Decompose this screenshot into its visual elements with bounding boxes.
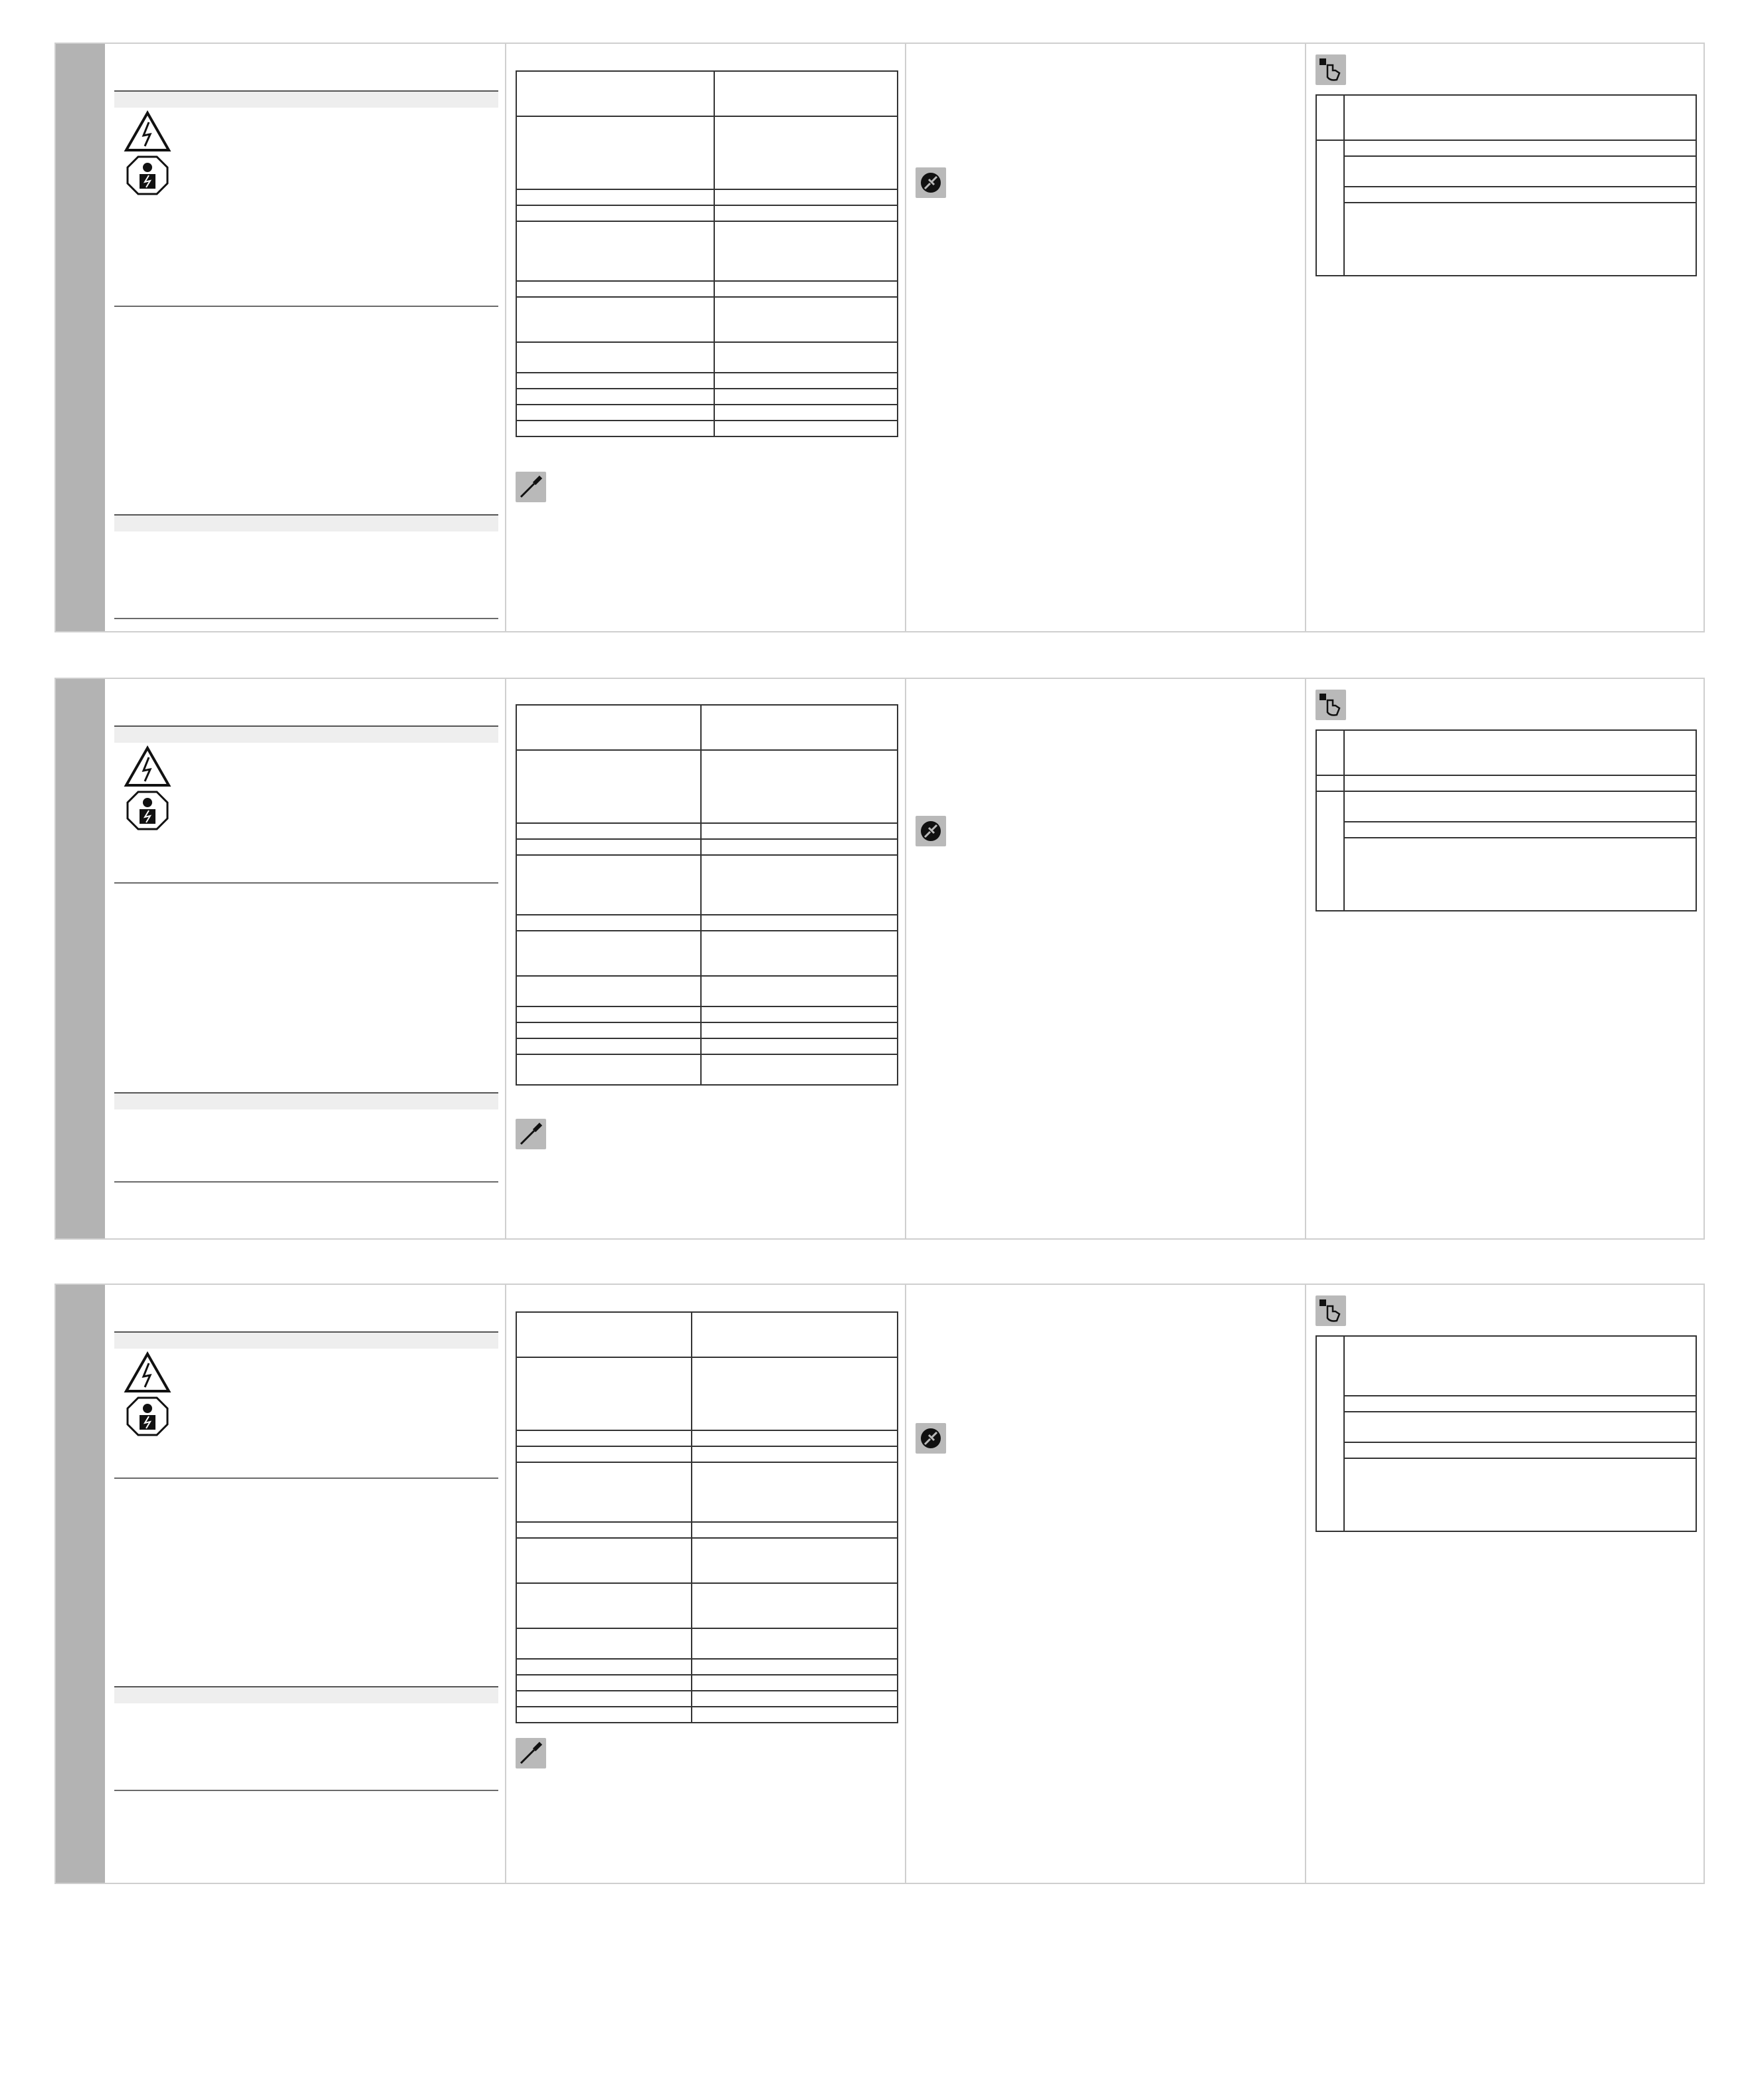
section-header-band bbox=[114, 92, 498, 108]
hand-pointer-icon bbox=[1315, 54, 1346, 85]
column-1 bbox=[105, 679, 505, 1238]
section-rule bbox=[114, 618, 498, 619]
column-1 bbox=[105, 1285, 505, 1883]
section-rule bbox=[114, 1478, 498, 1479]
section-header-band bbox=[114, 727, 498, 743]
side-strip bbox=[56, 679, 105, 1238]
electrician-icon bbox=[124, 154, 171, 197]
screwdriver-icon bbox=[516, 1119, 546, 1149]
spec-table bbox=[516, 704, 898, 1086]
side-strip bbox=[56, 44, 105, 631]
operation-table bbox=[1315, 1335, 1697, 1532]
document-panel-1 bbox=[54, 43, 1705, 632]
plug-icon bbox=[916, 816, 946, 846]
operation-table bbox=[1315, 729, 1697, 911]
electrician-icon bbox=[124, 789, 171, 832]
side-strip bbox=[56, 1285, 105, 1883]
section-header-band bbox=[114, 516, 498, 531]
section-header-band bbox=[114, 1333, 498, 1349]
high-voltage-warning-icon bbox=[124, 110, 171, 153]
column-2 bbox=[505, 679, 905, 1238]
column-3 bbox=[905, 1285, 1305, 1883]
column-3 bbox=[905, 44, 1305, 631]
column-4 bbox=[1305, 679, 1703, 1238]
electrician-icon bbox=[124, 1395, 171, 1438]
high-voltage-warning-icon bbox=[124, 1351, 171, 1394]
hand-pointer-icon bbox=[1315, 690, 1346, 720]
spec-table bbox=[516, 1311, 898, 1723]
column-3 bbox=[905, 679, 1305, 1238]
document-panel-2 bbox=[54, 678, 1705, 1240]
section-header-band bbox=[114, 1094, 498, 1109]
document-panel-3 bbox=[54, 1284, 1705, 1884]
column-4 bbox=[1305, 1285, 1703, 1883]
column-4 bbox=[1305, 44, 1703, 631]
screwdriver-icon bbox=[516, 1738, 546, 1768]
plug-icon bbox=[916, 1423, 946, 1454]
section-rule bbox=[114, 306, 498, 307]
column-1 bbox=[105, 44, 505, 631]
spec-table bbox=[516, 70, 898, 437]
operation-table bbox=[1315, 94, 1697, 276]
section-rule bbox=[114, 882, 498, 884]
column-2 bbox=[505, 1285, 905, 1883]
section-header-band bbox=[114, 1687, 498, 1703]
high-voltage-warning-icon bbox=[124, 745, 171, 788]
section-rule bbox=[114, 1181, 498, 1183]
section-rule bbox=[114, 1790, 498, 1791]
column-2 bbox=[505, 44, 905, 631]
hand-pointer-icon bbox=[1315, 1295, 1346, 1326]
plug-icon bbox=[916, 167, 946, 198]
screwdriver-icon bbox=[516, 472, 546, 502]
